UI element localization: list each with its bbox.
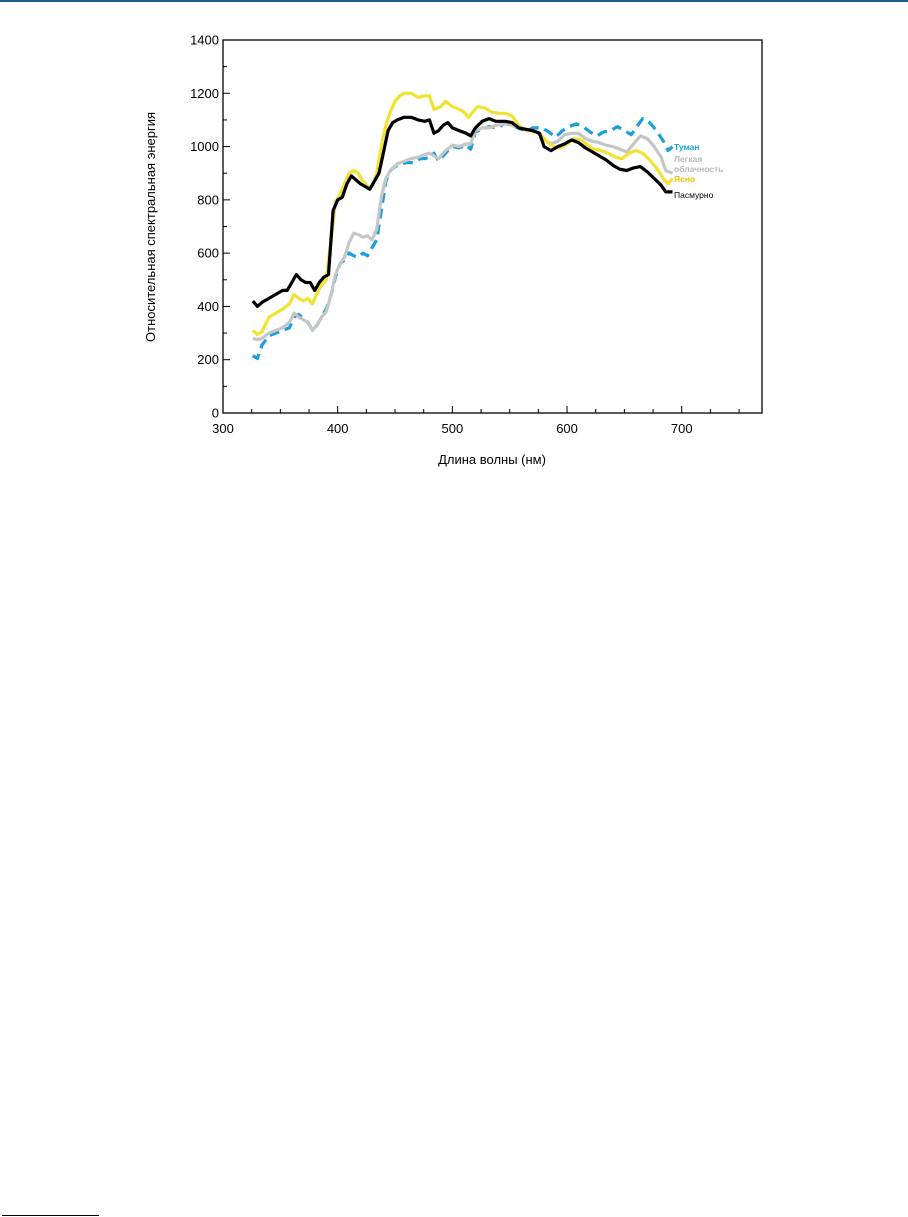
- x-tick-label: 600: [556, 421, 578, 436]
- x-tick-label: 300: [212, 421, 234, 436]
- y-tick-label: 1200: [190, 85, 219, 101]
- y-tick-label: 800: [197, 192, 219, 208]
- series-layer: [253, 93, 673, 358]
- legend-label: Легкая облачность: [674, 154, 724, 174]
- x-axis-title: Длина волны (нм): [438, 452, 546, 467]
- footnote-separator: [2, 1215, 99, 1216]
- series-line: [253, 124, 673, 340]
- legend-layer: [674, 142, 723, 200]
- y-axis-title: Относительная спектральная энергия: [143, 111, 158, 343]
- plot-frame: [223, 40, 762, 413]
- legend-label: Ясно: [674, 174, 696, 184]
- y-tick-label: 400: [197, 298, 219, 314]
- y-tick-label: 1400: [190, 32, 219, 48]
- y-tick-label: 600: [197, 245, 219, 261]
- x-tick-label: 400: [326, 421, 349, 436]
- series-line: [253, 93, 673, 334]
- y-tick-label: 1000: [190, 139, 219, 155]
- x-tick-label: 700: [670, 421, 693, 436]
- x-tick-label: 500: [441, 421, 464, 436]
- y-tick-label: 0: [211, 405, 219, 421]
- legend-label: Туман: [674, 142, 700, 152]
- legend-label: Пасмурно: [674, 190, 714, 200]
- axes-layer: [190, 33, 762, 437]
- y-tick-label: 200: [197, 352, 219, 368]
